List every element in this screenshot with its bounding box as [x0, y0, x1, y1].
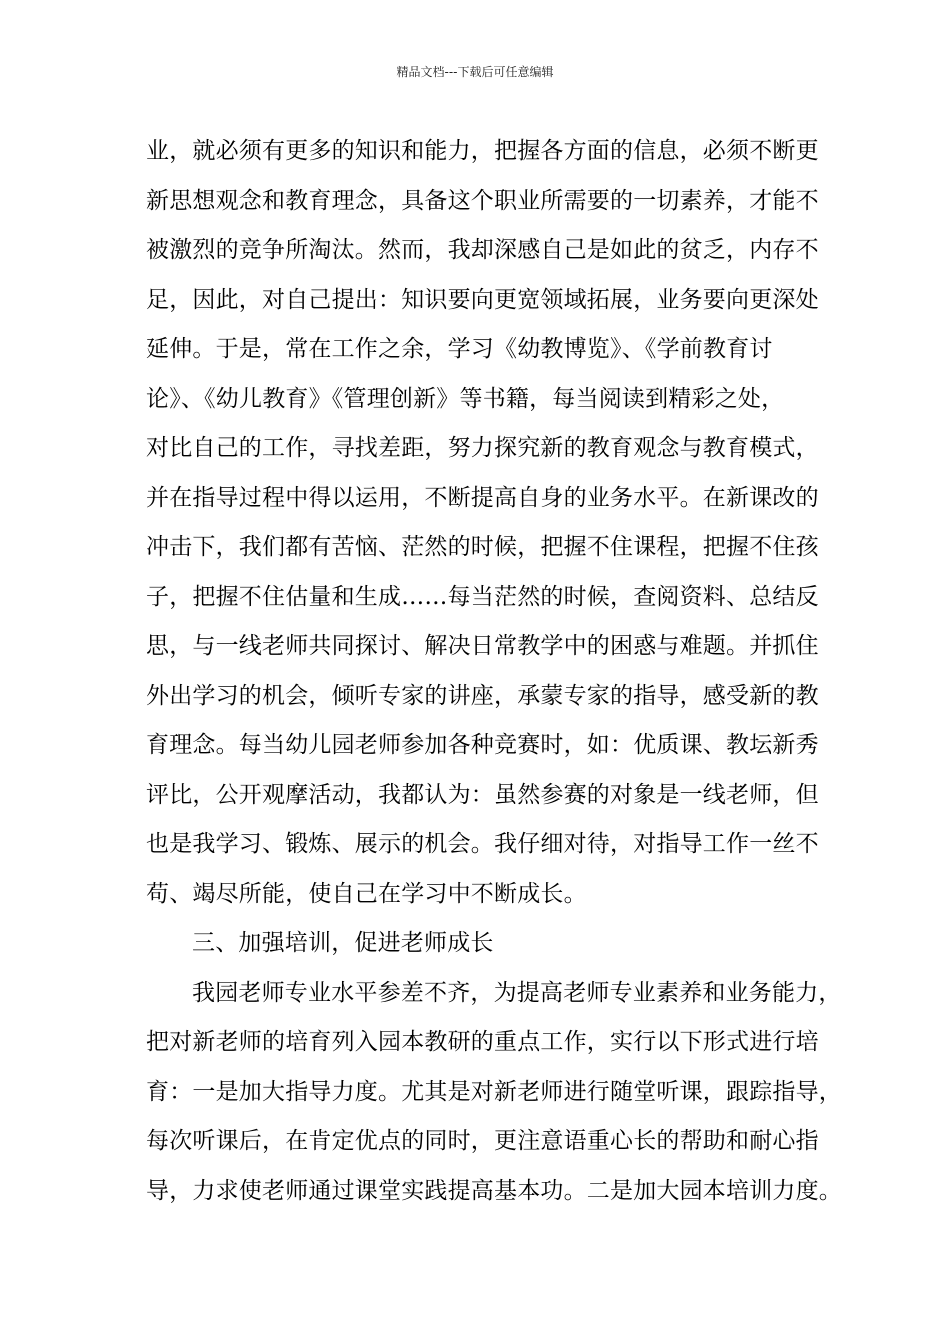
- text-line: 足，因此，对自己提出：知识要向更宽领域拓展，业务要向更深处: [146, 286, 819, 313]
- text-line: 育理念。每当幼儿园老师参加各种竞赛时，如：优质课、教坛新秀: [146, 732, 819, 758]
- text-line: 苟、竭尽所能，使自己在学习中不断成长。: [146, 880, 587, 907]
- text-line: 被激烈的竞争所淘汰。然而，我却深感自己是如此的贫乏，内存不: [146, 237, 819, 263]
- document-body: [146, 127, 842, 1216]
- text-line: 对比自己的工作，寻找差距，努力探究新的教育观念与教育模式，: [146, 435, 819, 461]
- text-line: 每次听课后，在肯定优点的同时，更注意语重心长的帮助和耐心指: [146, 1128, 819, 1154]
- text-line: 子，把握不住估量和生成……每当茫然的时候，查阅资料、总结反: [146, 583, 819, 610]
- text-line: 育：一是加大指导力度。尤其是对新老师进行随堂听课，跟踪指导，: [146, 1078, 842, 1105]
- text-line: 延伸。于是，常在工作之余，学习《幼教博览》、《学前教育讨: [146, 336, 773, 362]
- text-line: 业，就必须有更多的知识和能力，把握各方面的信息，必须不断更: [146, 138, 819, 164]
- text-line: 思，与一线老师共同探讨、解决日常教学中的困惑与难题。并抓住: [146, 633, 819, 659]
- text-line: 外出学习的机会，倾听专家的讲座，承蒙专家的指导，感受新的教: [146, 682, 819, 709]
- text-line: 我园老师专业水平参差不齐，为提高老师专业素养和业务能力，: [192, 979, 842, 1006]
- text-line: 并在指导过程中得以运用，不断提高自身的业务水平。在新课改的: [146, 484, 819, 511]
- text-line: 评比，公开观摩活动，我都认为：虽然参赛的对象是一线老师，但: [146, 781, 819, 808]
- text-line: 冲击下，我们都有苦恼、茫然的时候，把握不住课程，把握不住孩: [146, 534, 819, 560]
- text-line: 也是我学习、锻炼、展示的机会。我仔细对待，对指导工作一丝不: [146, 831, 819, 857]
- text-line: 导，力求使老师通过课堂实践提高基本功。二是加大园本培训力度。: [146, 1177, 842, 1204]
- text-line: 新思想观念和教育理念，具备这个职业所需要的一切素养，才能不: [146, 187, 819, 214]
- text-line: 把对新老师的培育列入园本教研的重点工作，实行以下形式进行培: [146, 1029, 819, 1055]
- section-heading: 三、加强培训，促进老师成长: [192, 930, 494, 956]
- page-header: 精品文档---下载后可任意编辑: [396, 65, 554, 79]
- text-line: 论》、《幼儿教育》《管理创新》等书籍，每当阅读到精彩之处，: [146, 385, 785, 412]
